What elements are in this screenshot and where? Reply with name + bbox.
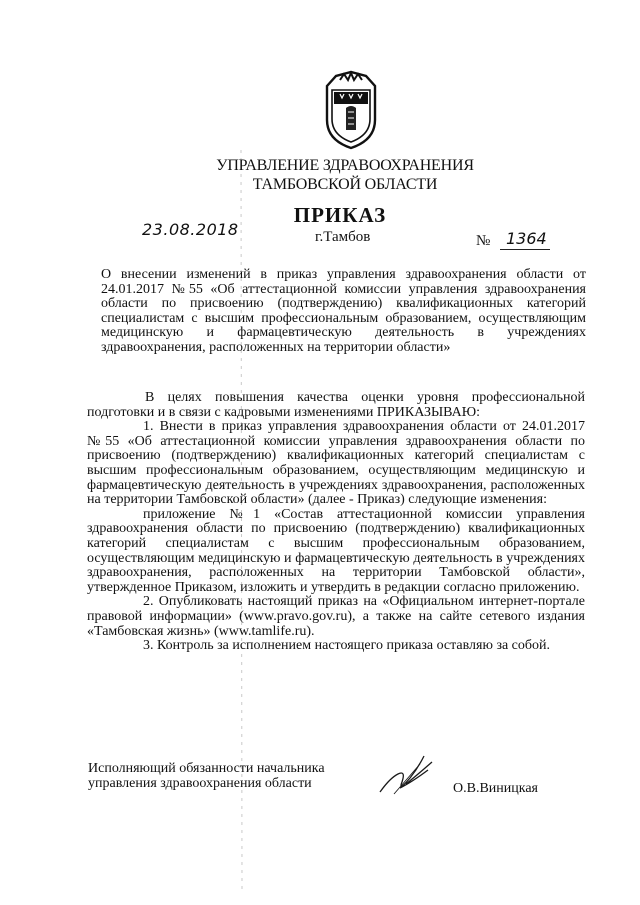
order-city: г.Тамбов bbox=[315, 229, 371, 245]
body-item-3: 3. Контроль за исполнением настоящего приказа оставляю за собой. bbox=[143, 638, 551, 654]
body-intro: В целях повышения качества оценки уровня профессиональной подготовки и в связи с кадровыми изменениями ПРИКАЗЫВАЮ: bbox=[87, 390, 585, 420]
order-number-sign: № bbox=[476, 233, 491, 249]
signatory-name: О.В.Виницкая bbox=[453, 781, 538, 796]
body-item-2: 2. Опубликовать настоящий приказ на «Официальном интернет-портале правовой информации» (www.pravo.gov.ru), а также на сайте сетевого издания «Тамбовская жизнь» (www.tamlife.ru). bbox=[87, 594, 585, 639]
handwritten-signature-icon bbox=[372, 748, 442, 800]
order-number-underline bbox=[500, 249, 550, 250]
tambov-coat-of-arms-icon bbox=[318, 68, 384, 152]
order-subject: О внесении изменений в приказ управления здравоохранения области от 24.01.2017 №55 «Об аттестационной комиссии управления здравоохранения области по присвоению (подтверждению) квалификационных категорий специалистам с высшим профессиональным образованием, осуществляющим медицинскую и фармацевтическую деятельность в учреждениях здравоохранения, расположенных на территории области» bbox=[101, 267, 586, 355]
authority-line-2: ТАМБОВСКОЙ ОБЛАСТИ bbox=[252, 176, 438, 193]
document-title: ПРИКАЗ bbox=[293, 203, 387, 227]
order-date: 23.08.2018 bbox=[142, 220, 239, 239]
body-item-1-amendment: приложение №1 «Состав аттестационной комиссии управления здравоохранения области по присвоению (подтверждению) квалификационных категорий специалистам с высшим профессиональным образованием, осуществляющим медицинскую и фармацевтическую деятельность в учреждениях здравоохранения, расположенных на территории Тамбовской области», утвержденное Приказом, изложить и утвердить в редакции согласно приложению. bbox=[87, 506, 585, 595]
signatory-position bbox=[88, 761, 325, 791]
signatory-position-line-1: Исполняющий обязанности начальника bbox=[88, 761, 325, 776]
issuing-authority bbox=[200, 156, 490, 194]
order-number: 1364 bbox=[506, 229, 547, 248]
body-item-1: 1. Внести в приказ управления здравоохранения области от 24.01.2017 №55 «Об аттестационной комиссии управления здравоохранения области по присвоению (подтверждению) квалификационных категорий специалистам с высшим профессиональным образованием, осуществляющим медицинскую и фармацевтическую деятельность в учреждениях здравоохранения, расположенных на территории Тамбовской области» (далее - Приказ) следующие изменения: bbox=[87, 419, 585, 508]
authority-line-1: УПРАВЛЕНИЕ ЗДРАВООХРАНЕНИЯ bbox=[216, 157, 474, 174]
signatory-position-line-2: управления здравоохранения области bbox=[88, 776, 312, 791]
order-body bbox=[87, 391, 585, 654]
